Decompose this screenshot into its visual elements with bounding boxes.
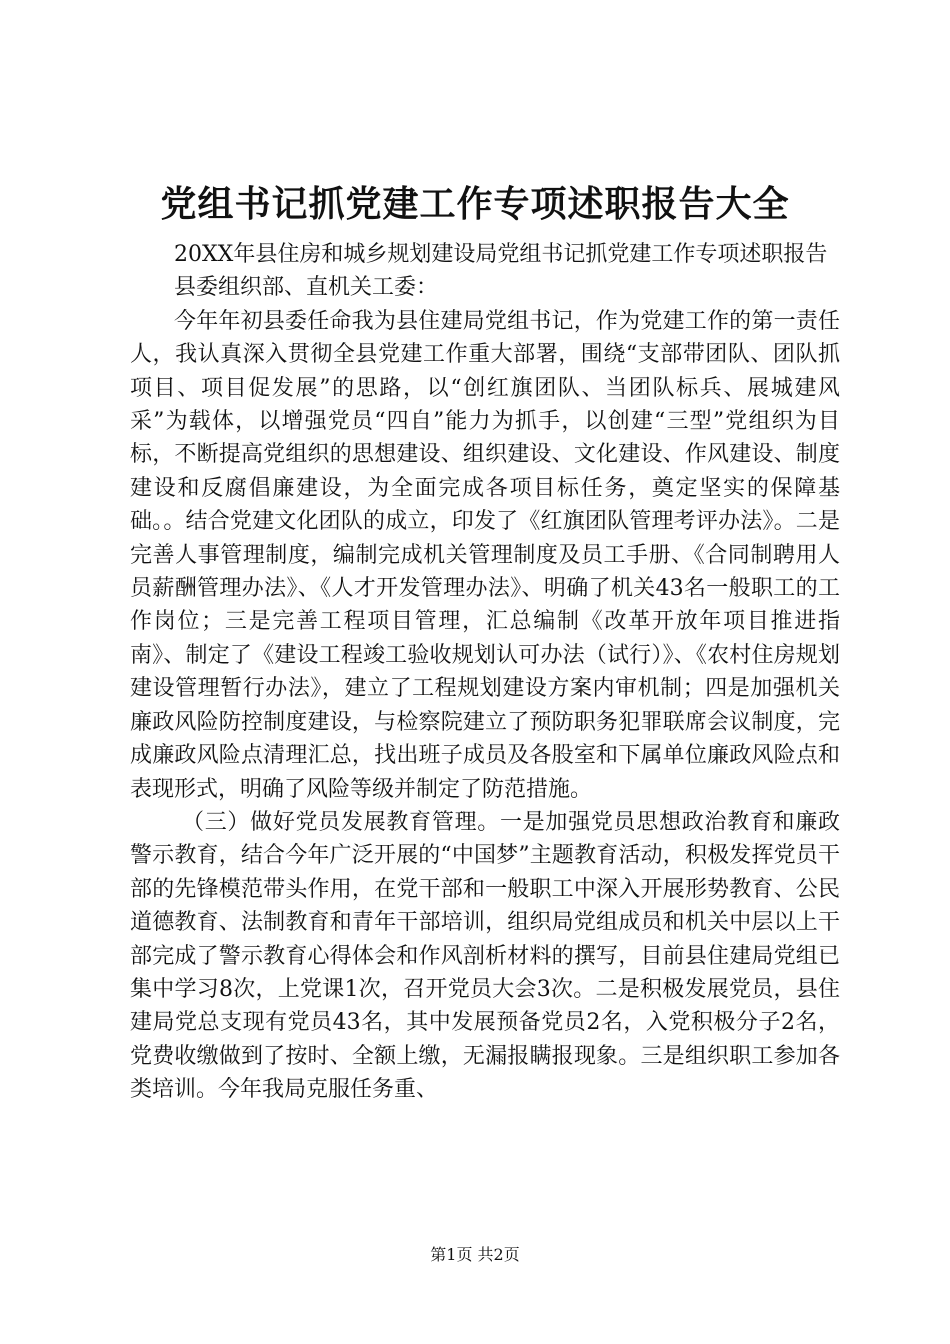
- paragraph-salutation: 县委组织部、直机关工委：: [174, 275, 439, 301]
- page-number-footer: 第1页 共2页: [430, 1245, 520, 1264]
- document-title: 党组书记抓党建工作专项述职报告大全: [160, 183, 790, 225]
- paragraph-main: 今年年初县委任命我为县住建局党组书记，作为党建工作的第一责任人，我认真深入贯彻全县党建工作重大部署，围绕“支部带团队、团队抓项目、项目促发展”的思路，以“创红旗团队、当团队标兵、展城建风采”为载体，以增强党员“四自”能力为抓手，以创建“三型”党组织为目标，不断提高党组织的思想建设、组织建设、文化建设、作风建设、制度建设和反腐倡廉建设，为全面完成各项目标任务，奠定坚实的保障基础。。结合党建文化团队的成立，印发了《红旗团队管理考评办法》。二是完善人事管理制度，编制完成机关管理制度及员工手册、《合同制聘用人员薪酬管理办法》、《人才开发管理办法》、明确了机关43名一般职工的工作岗位；三是完善工程项目管理，汇总编制《改革开放年项目推进指南》、制定了《建设工程竣工验收规划认可办法（试行）》、《农村住房规划建设管理暂行办法》，建立了工程规划建设方案内审机制；四是加强机关廉政风险防控制度建设，与检察院建立了预防职务犯罪联席会议制度，完成廉政风险点清理汇总，找出班子成员及各股室和下属单位廉政风险点和表现形式，明确了风险等级并制定了防范措施。: [130, 308, 840, 802]
- document-body: [130, 238, 840, 1107]
- paragraph-subtitle: 20XX年县住房和城乡规划建设局党组书记抓党建工作专项述职报告: [174, 242, 828, 267]
- paragraph-section-three: （三）做好党员发展教育管理。一是加强党员思想政治教育和廉政警示教育，结合今年广泛开展的“中国梦”主题教育活动，积极发挥党员干部的先锋模范带头作用，在党干部和一般职工中深入开展形势教育、公民道德教育、法制教育和青年干部培训，组织局党组成员和机关中层以上干部完成了警示教育心得体会和作风剖析材料的撰写，目前县住建局党组已集中学习8次，上党课1次，召开党员大会3次。二是积极发展党员，县住建局党总支现有党员43名，其中发展预备党员2名，入党积极分子2名，党费收缴做到了按时、全额上缴，无漏报瞒报现象。三是组织职工参加各类培训。今年我局克服任务重、: [130, 809, 840, 1103]
